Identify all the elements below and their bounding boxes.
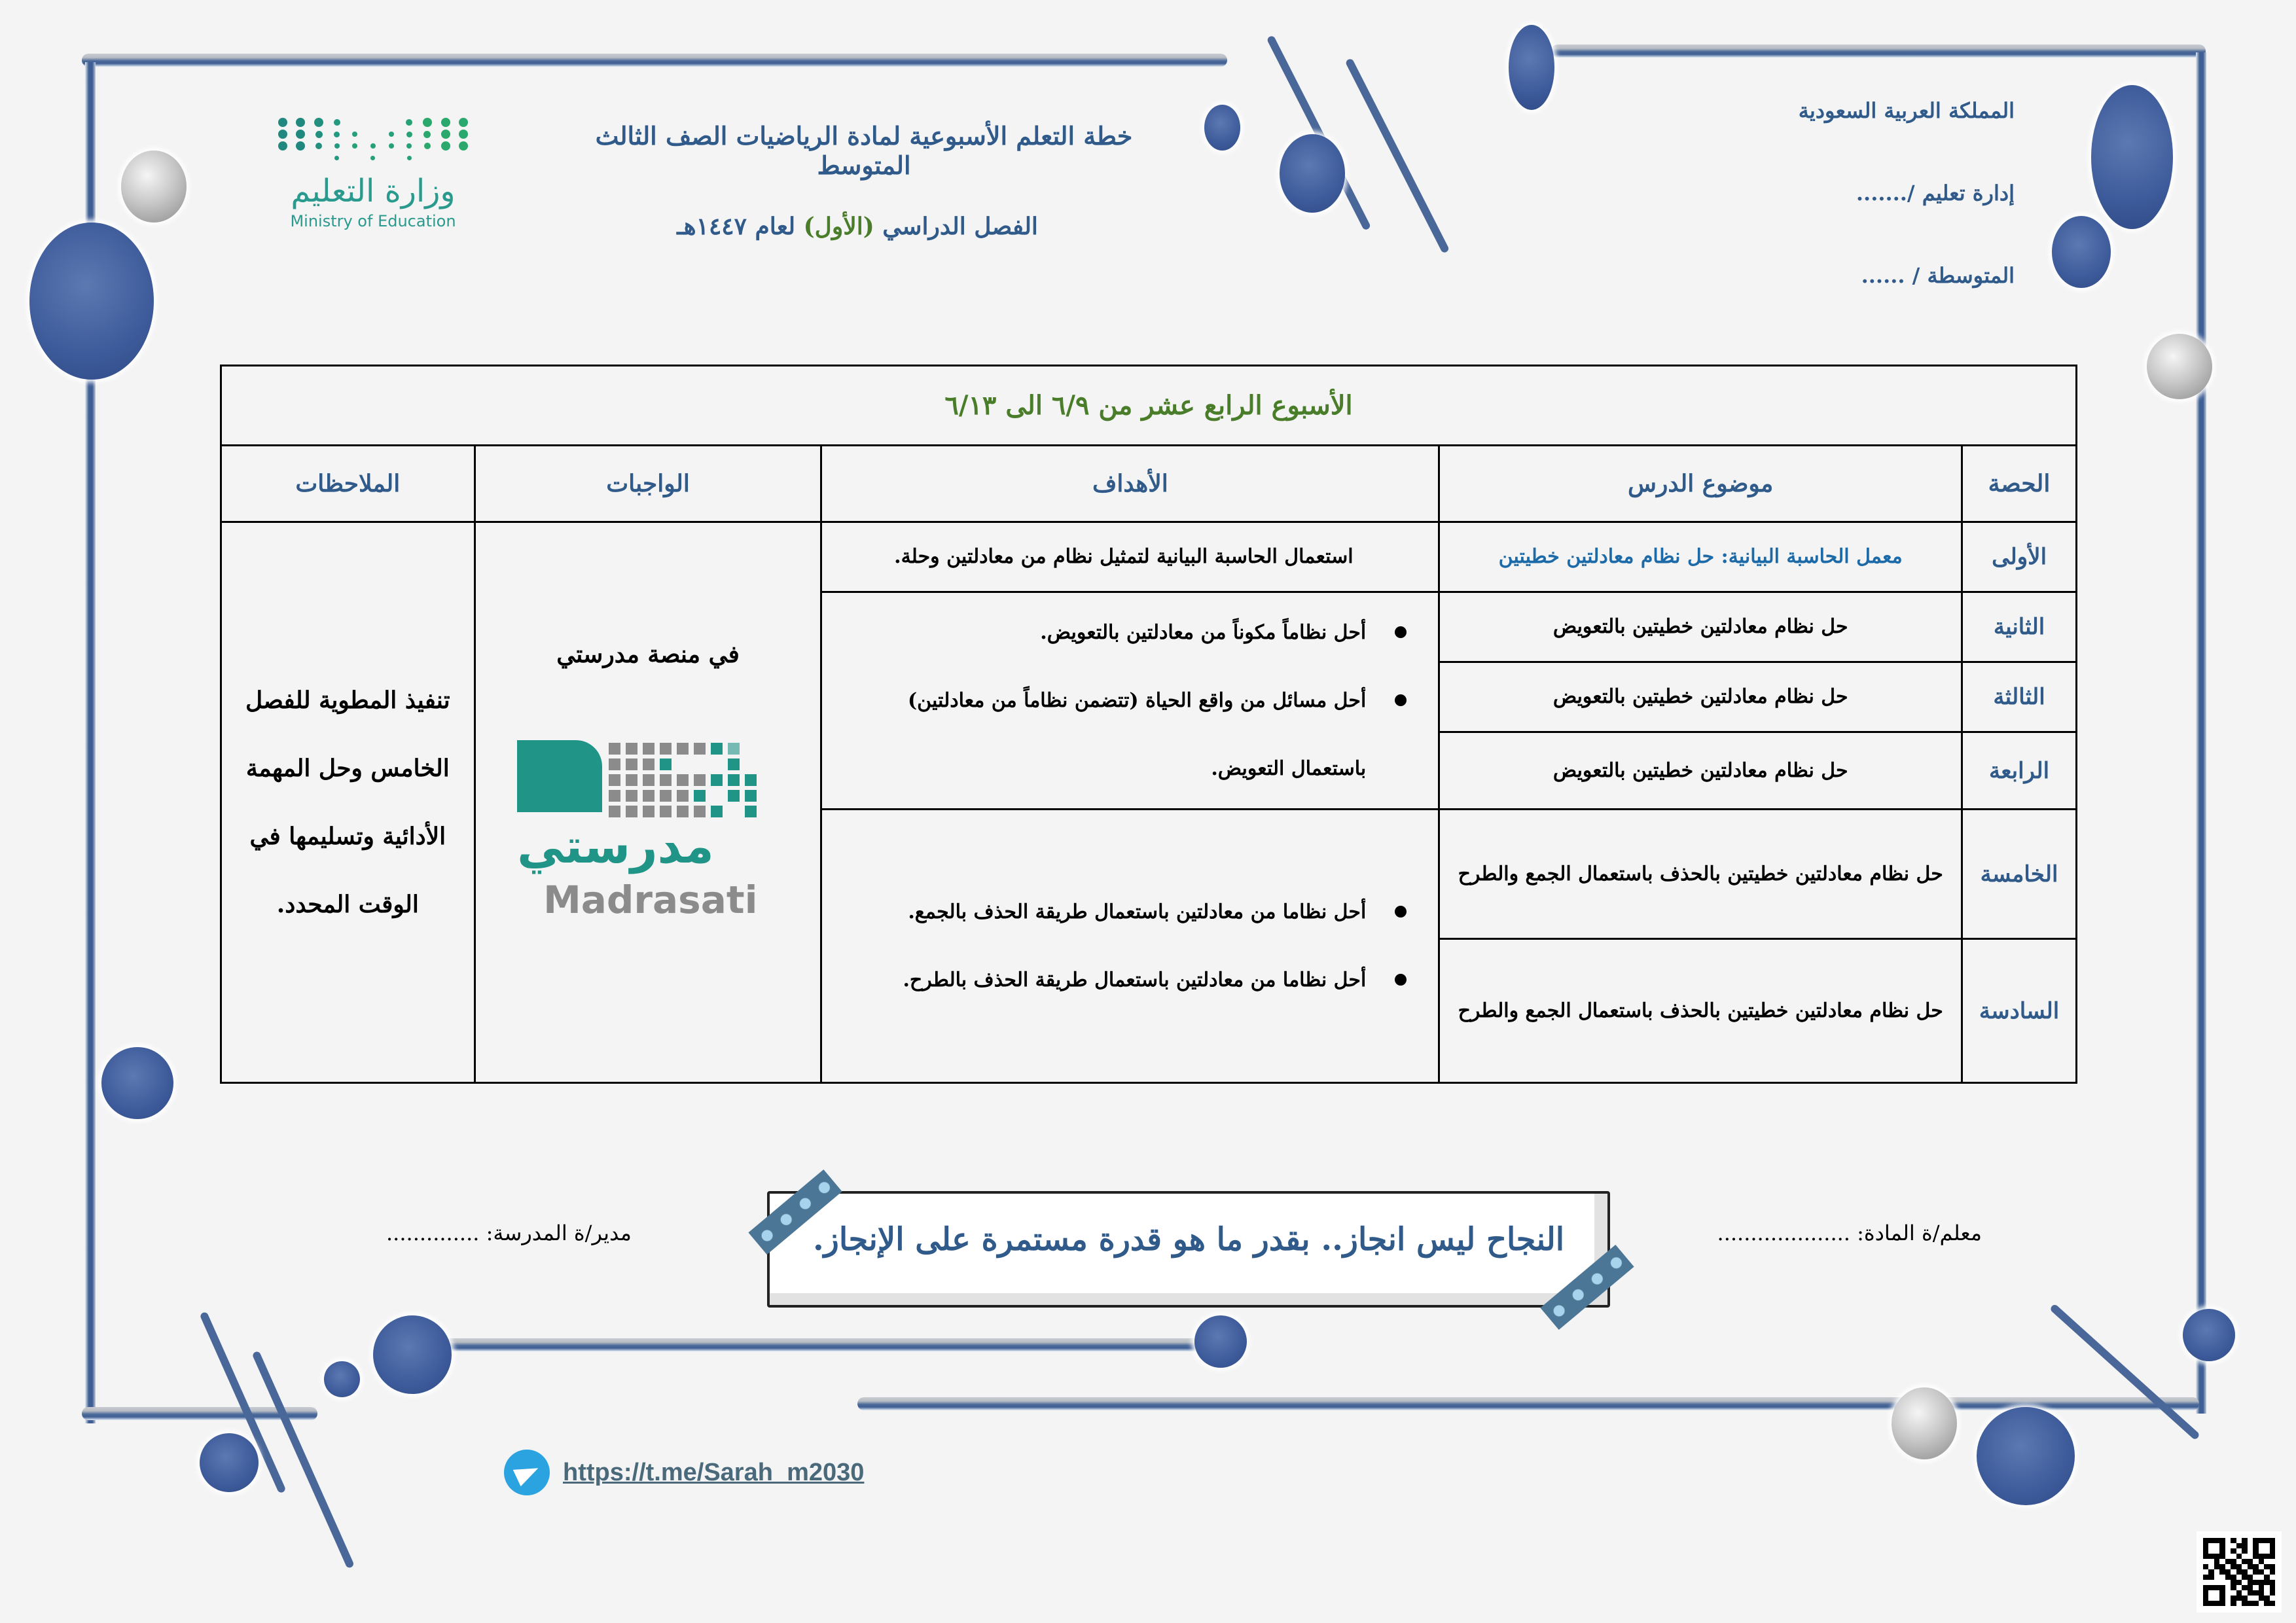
column-header-goals: الأهداف <box>821 446 1439 522</box>
goals-list <box>842 599 1405 803</box>
table-row <box>221 522 2077 592</box>
homework-cell <box>475 522 821 1083</box>
decor-circle <box>1204 105 1240 151</box>
frame-top-left-bar <box>82 54 1227 67</box>
madrasati-logo <box>511 734 785 923</box>
homework-text: في منصة مدرستي <box>556 641 740 668</box>
semester-suffix: لعام ١٤٤٧هـ <box>677 213 804 240</box>
decor-circle <box>200 1433 259 1492</box>
decor-circle <box>1194 1315 1247 1368</box>
goal-item: أحل نظاما من معادلتين باستعمال طريقة الحذف بالطرح. <box>842 946 1366 1014</box>
goals-cell <box>821 810 1439 1083</box>
column-header-period: الحصة <box>1962 446 2077 522</box>
decor-circle <box>2091 85 2173 229</box>
teacher-signature: معلم/ة المادة: .................... <box>1717 1221 1982 1245</box>
goal-text: استعمال الحاسبة البيانية لتمثيل نظام من معادلتين وحلة. <box>894 545 1354 568</box>
decor-circle-grey <box>121 151 187 223</box>
goal-item: أحل مسائل من واقع الحياة (تتضمن نظاماً من معادلتين) باستعمال التعويض. <box>842 667 1366 803</box>
logo-arabic-text: وزارة التعليم <box>291 173 456 209</box>
notes-cell: تنفيذ المطوية للفصل الخامس وحل المهمة الأدائية وتسليمها في الوقت المحدد. <box>221 522 475 1083</box>
goals-cell <box>821 522 1439 592</box>
period-cell: الأولى <box>1962 522 2077 592</box>
madrasati-english: Madrasati <box>543 878 758 922</box>
logo-dots-icon <box>275 118 471 162</box>
decor-circle <box>2183 1309 2235 1361</box>
pixel-grid-icon <box>609 743 758 817</box>
topic-cell: حل نظام معادلتين خطيتين بالتعويض <box>1439 662 1962 732</box>
topic-cell: حل نظام معادلتين خطيتين بالحذف باستعمال الجمع والطرح <box>1439 810 1962 939</box>
ministry-of-education-logo <box>265 118 481 275</box>
topic-cell: حل نظام معادلتين خطيتين بالتعويض <box>1439 592 1962 662</box>
telegram-url[interactable]: https://t.me/Sarah_m2030 <box>563 1458 865 1486</box>
decor-circle <box>1509 25 1554 110</box>
decor-circle <box>1280 134 1345 213</box>
goals-cell <box>821 592 1439 810</box>
telegram-icon <box>504 1450 550 1495</box>
decor-circle <box>324 1361 360 1397</box>
period-cell: الثانية <box>1962 592 2077 662</box>
column-header-homework: الواجبات <box>475 446 821 522</box>
period-cell: الرابعة <box>1962 732 2077 810</box>
country-label: المملكة العربية السعودية <box>1798 98 2015 123</box>
education-admin-label: إدارة تعليم /....... <box>1856 181 2015 205</box>
logo-english-text: Ministry of Education <box>290 212 456 230</box>
period-cell: الثالثة <box>1962 662 2077 732</box>
topic-cell: حل نظام معادلتين خطيتين بالحذف باستعمال الجمع والطرح <box>1439 939 1962 1083</box>
goals-list <box>842 878 1405 1014</box>
decor-circle <box>101 1047 173 1119</box>
topic-cell: حل نظام معادلتين خطيتين بالتعويض <box>1439 732 1962 810</box>
decor-circle <box>2052 216 2111 288</box>
decor-circle <box>373 1315 452 1394</box>
frame-right-bar <box>2196 52 2206 1414</box>
topic-cell: معمل الحاسبة البيانية: حل نظام معادلتين خطيتين <box>1439 522 1962 592</box>
goal-item: أحل نظاما من معادلتين باستعمال طريقة الحذف بالجمع. <box>842 878 1366 946</box>
principal-signature: مدير/ة المدرسة: .............. <box>386 1221 632 1245</box>
semester-label <box>622 213 1093 240</box>
quote-text: النجاح ليس انجاز.. بقدر ما هو قدرة مستمرة على الإنجاز. <box>812 1221 1565 1258</box>
page-title: خطة التعلم الأسبوعية لمادة الرياضيات الصف الثالث المتوسط <box>595 121 1133 180</box>
qr-code-icon <box>2197 1531 2282 1613</box>
decor-circle <box>1977 1407 2075 1505</box>
period-cell: الخامسة <box>1962 810 2077 939</box>
table-header-row <box>221 446 2077 522</box>
book-icon <box>517 740 602 812</box>
madrasati-arabic: مدرستي <box>517 819 714 874</box>
decor-circle <box>29 223 154 380</box>
frame-bottom-right-bar <box>857 1397 2199 1410</box>
decor-circle-grey <box>2147 334 2212 399</box>
column-header-topic: موضوع الدرس <box>1439 446 1962 522</box>
decor-slash <box>2049 1304 2200 1441</box>
semester-highlight: (الأول) <box>803 213 874 240</box>
decor-circle-grey <box>1892 1387 1957 1459</box>
weekly-plan-table <box>220 365 2077 1084</box>
column-header-notes: الملاحظات <box>221 446 475 522</box>
goal-item: أحل نظاماً مكوناً من معادلتين بالتعويض. <box>842 599 1366 667</box>
week-title: الأسبوع الرابع عشر من ٦/٩ الى ٦/١٣ <box>221 366 2077 446</box>
header-info <box>1799 98 2015 346</box>
period-cell: السادسة <box>1962 939 2077 1083</box>
semester-prefix: الفصل الدراسي <box>874 213 1038 240</box>
frame-top-right-bar <box>1551 45 2206 58</box>
quote-card <box>767 1191 1610 1308</box>
telegram-link[interactable] <box>504 1450 864 1495</box>
week-title-row <box>221 366 2077 446</box>
school-label: المتوسطة / ...... <box>1861 263 2015 288</box>
frame-bottom-middle-bar <box>425 1338 1224 1351</box>
